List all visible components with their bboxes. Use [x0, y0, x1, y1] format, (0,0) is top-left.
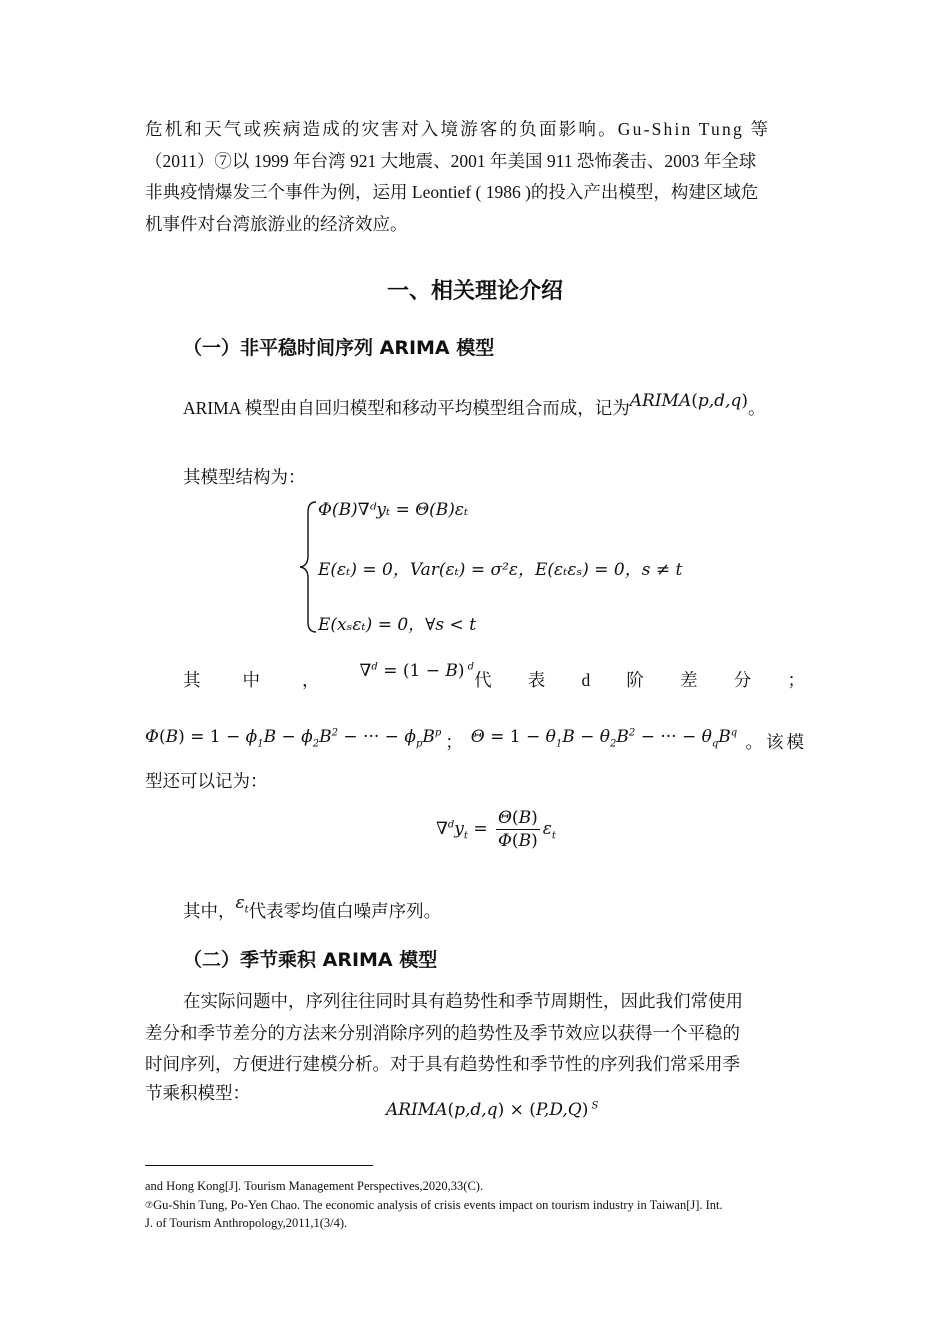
intro-line-1: 危机和天气或疾病造成的灾害对入境游客的负面影响。Gu-Shin Tung 等	[145, 119, 771, 139]
equation-2: E(εₜ) = 0，Var(εₜ) = σ²ε，E(εₜεₛ) = 0，s ≠ t	[318, 560, 683, 580]
section-heading: 一、相关理论介绍	[386, 279, 563, 304]
noise-tail: 代表零均值白噪声序列。	[248, 901, 442, 921]
left-brace-icon	[296, 500, 318, 634]
arima-fraction-formula: $\nabla^dy_t$ = $\frac{\Theta(B)}{\Phi(B)}$ $\varepsilon_t$	[436, 808, 556, 851]
subsection-heading-seasonal: （二）季节乘积 ARIMA 模型	[183, 949, 438, 971]
seasonal-line-3: 时间序列，方便进行建模分析。对于具有趋势性和季节性的序列我们常采用季	[145, 1054, 740, 1074]
seasonal-paragraph	[145, 986, 807, 1105]
where-desc-3: d	[581, 670, 591, 690]
phi-polynomial-formula: $\Phi(B) = 1 - \phi_1B - \phi_2B^2$ − ··· − $\phi_pB^p$	[145, 727, 442, 750]
footnote-7	[145, 1196, 810, 1215]
where-comma: ，	[302, 670, 320, 690]
seasonal-line-2: 差分和季节差分的方法来分别消除序列的趋势性及季节效应以获得一个平稳的	[145, 1022, 740, 1043]
where-desc-5: 差	[680, 670, 698, 690]
polynomials-tail: 。该模	[745, 732, 807, 752]
epsilon-t-symbol: $\varepsilon_t$	[235, 893, 249, 916]
where-desc-6: 分	[733, 670, 752, 690]
equation-1: Φ(B)∇ᵈyₜ = Θ(B)εₜ	[318, 500, 469, 520]
structure-intro: 其模型结构为：	[183, 467, 306, 487]
intro-line-3: 非典疫情爆发三个事件为例，运用 Leontief ( 1986 )的投入产出模型，构建区域危	[145, 182, 759, 202]
footnote-divider	[145, 1165, 373, 1166]
polynomials-line-2: 型还可以记为：	[145, 771, 268, 791]
seasonal-arima-formula: ARIMA(p,d,q) × (P,D,Q) $^S$	[386, 1100, 599, 1120]
footnote-7-line-2: J. of Tourism Anthropology,2011,1(3/4).	[145, 1216, 348, 1230]
footnotes	[145, 1177, 810, 1233]
where-desc-4: 阶	[626, 670, 644, 690]
fraction: $\frac{\Theta(B)}{\Phi(B)}$	[497, 808, 538, 851]
footnote-7-mark: ⑦	[145, 1199, 154, 1210]
equation-3: E(xₛεₜ) = 0，∀s < t	[318, 615, 477, 635]
intro-paragraph	[145, 114, 807, 240]
polynomials-separator: ；	[445, 732, 463, 752]
where-line	[183, 661, 805, 697]
footnote-7-line-1: Gu-Shin Tung, Po-Yen Chao. The economic analysis of crisis events impact on tourism industry in Taiwan[J]. Int.	[153, 1197, 723, 1212]
where-description	[474, 665, 805, 697]
footnote-continued: and Hong Kong[J]. Tourism Management Perspectives,2020,33(C).	[145, 1179, 484, 1193]
nabla-definition-formula: ∇$^d$ = (1 − B) $^d$	[359, 661, 475, 681]
arima-pdq-formula: ARIMA(p,d,q)	[629, 391, 748, 411]
where-desc-2: 表	[527, 670, 546, 690]
intro-line-4: 机事件对台湾旅游业的经济效应。	[145, 213, 408, 234]
arima-definition	[183, 393, 823, 426]
theta-polynomial-formula: $\Theta = 1 - \theta_1B - \theta_2B^2$ − ··· − $\theta_qB^q$	[470, 727, 738, 750]
intro-line-2: （2011）⑦以 1999 年台湾 921 大地震、2001 年美国 911 恐怖袭击、2003 年全球	[145, 150, 757, 171]
polynomials-line	[145, 727, 807, 759]
noise-definition	[183, 893, 845, 929]
where-word-1: 其	[183, 670, 201, 690]
seasonal-line-1: 在实际问题中，序列往往同时具有趋势性和季节周期性，因此我们常使用	[183, 991, 743, 1011]
subsection-heading-arima: （一）非平稳时间序列 ARIMA 模型	[183, 337, 495, 359]
equation-system	[296, 496, 736, 638]
arima-definition-text: ARIMA 模型由自回归模型和移动平均模型组合而成，记为	[183, 398, 630, 418]
where-desc-7: ；	[787, 670, 805, 690]
seasonal-line-4: 节乘积模型：	[145, 1082, 250, 1103]
where-word-2: 中	[242, 670, 260, 690]
noise-lead: 其中，	[183, 901, 236, 921]
where-desc-1: 代	[474, 670, 492, 690]
arima-definition-tail: 。	[747, 398, 766, 418]
